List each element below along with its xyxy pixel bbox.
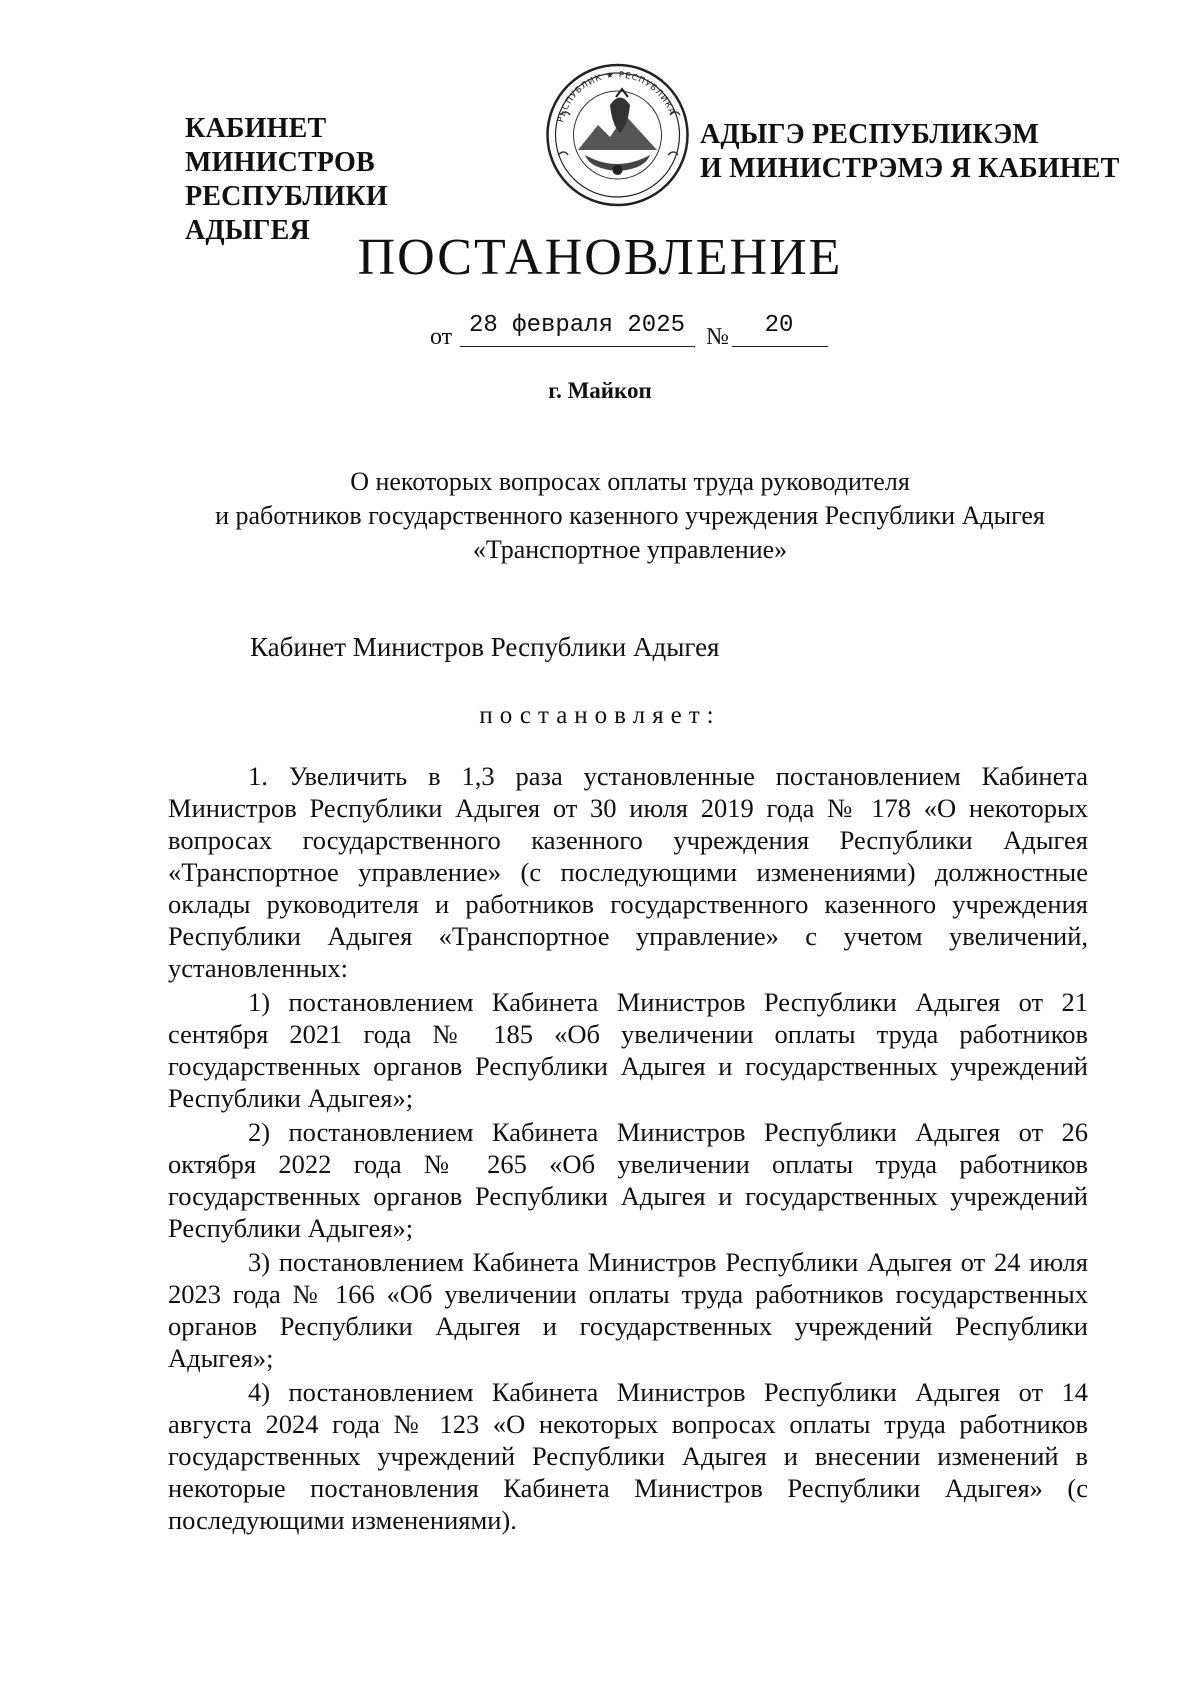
decree-word: постановляет: (479, 702, 721, 729)
date-prefix: от (430, 324, 453, 350)
date-number-line (0, 308, 1200, 354)
document-date: 28 февраля 2025 (468, 312, 686, 339)
paragraph: 2) постановлением Кабинета Министров Республики Адыгея от 26 октября 2022 года № 265 «Об увеличении оплаты труда работников государственных органов Республики Адыгея и государственных учреждений Республики Адыгея»; (168, 1117, 1088, 1243)
coat-of-arms-emblem-icon (540, 55, 695, 210)
city: г. Майкоп (548, 378, 652, 403)
paragraph: 3) постановлением Кабинета Министров Республики Адыгея от 24 июля 2023 года № 166 «Об увеличении оплаты труда работников государственных органов Республики Адыгея и государственных учреждений Республики Адыгея»; (168, 1247, 1088, 1373)
document-number: 20 (764, 312, 794, 339)
date-underline (460, 346, 695, 347)
header-left-line2: РЕСПУБЛИКИ АДЫГЕЯ (185, 181, 388, 246)
subject-line: «Транспортное управление» (472, 535, 788, 564)
number-sign: № (706, 324, 729, 350)
paragraph: 1. Увеличить в 1,3 раза установленные постановлением Кабинета Министров Республики Адыгея от 30 июля 2019 года № 178 «О некоторых вопросах государственного казенного учреждения Республики Адыгея «Транспортное управление» (с последующими изменениями) должностные оклады руководителя и работников государственного казенного учреждения Республики Адыгея «Транспортное управление» с учетом увеличений, установленных: (168, 761, 1088, 983)
document-body (168, 760, 1088, 1536)
document-title: ПОСТАНОВЛЕНИЕ (357, 229, 843, 286)
header-right-line2: И МИНИСТРЭМЭ Я КАБИНЕТ (700, 153, 1120, 184)
header-right-line1: АДЫГЭ РЕСПУБЛИКЭМ (700, 119, 1040, 150)
paragraph: 4) постановлением Кабинета Министров Республики Адыгея от 14 августа 2024 года № 123 «О некоторых вопросах оплаты труда работников государственных учреждений Республики Адыгея и внесении изменений в некоторые постановления Кабинета Министров Республики Адыгея» (с последующими изменениями). (168, 1377, 1088, 1535)
svg-text:РЕСПУБЛИК ★ РЕСПУБЛИКА: РЕСПУБЛИК ★ РЕСПУБЛИКА (556, 70, 677, 124)
document-subject (150, 465, 1110, 567)
issuer-statement: Кабинет Министров Республики Адыгея (250, 632, 720, 662)
issuer-header-adyghe (700, 118, 1120, 186)
subject-line: и работников государственного казенного учреждения Республики Адыгея (215, 501, 1045, 530)
paragraph: 1) постановлением Кабинета Министров Республики Адыгея от 21 сентября 2021 года № 185 «Об увеличении оплаты труда работников государственных органов Республики Адыгея и государственных учреждений Республики Адыгея»; (168, 987, 1088, 1113)
subject-line: О некоторых вопросах оплаты труда руководителя (350, 467, 910, 496)
number-underline (732, 346, 828, 347)
header-left-line1: КАБИНЕТ МИНИСТРОВ (185, 113, 375, 178)
